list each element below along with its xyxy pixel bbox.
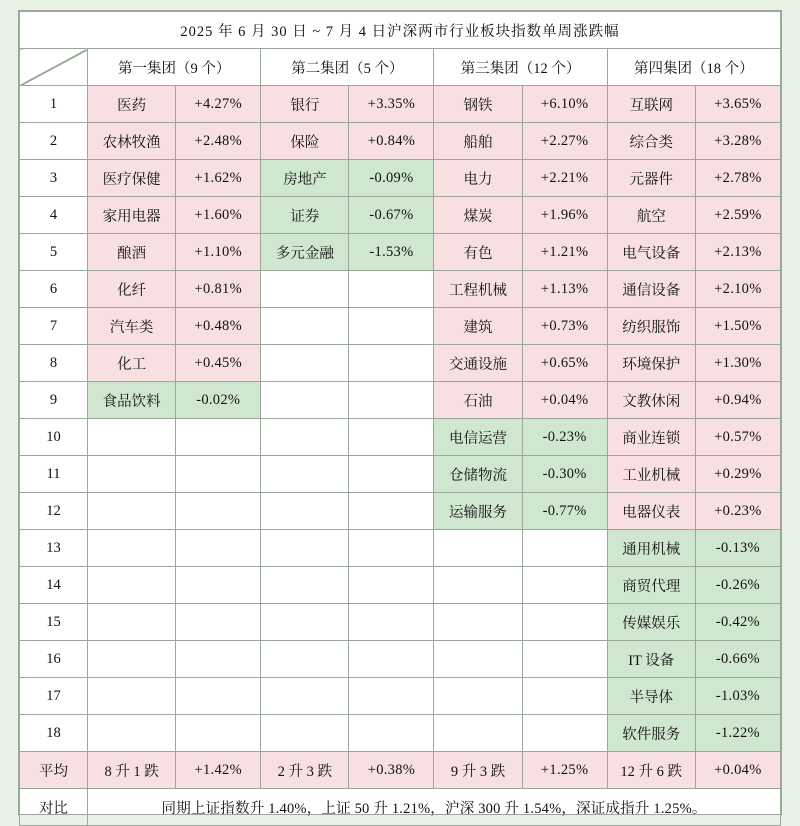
empty-cell bbox=[88, 456, 176, 493]
sector-name: 汽车类 bbox=[88, 308, 176, 345]
sector-change: +6.10% bbox=[522, 86, 607, 123]
table-row bbox=[20, 530, 781, 567]
row-index: 16 bbox=[20, 641, 88, 678]
empty-cell bbox=[522, 641, 607, 678]
table-row bbox=[20, 678, 781, 715]
sector-name: 互联网 bbox=[607, 86, 695, 123]
empty-cell bbox=[522, 678, 607, 715]
sector-change: +1.60% bbox=[176, 197, 261, 234]
sector-change: -0.30% bbox=[522, 456, 607, 493]
sector-change: +1.21% bbox=[522, 234, 607, 271]
row-index: 9 bbox=[20, 382, 88, 419]
sector-change: +2.13% bbox=[695, 234, 780, 271]
compare-row bbox=[20, 789, 781, 826]
sector-change: +3.65% bbox=[695, 86, 780, 123]
empty-cell bbox=[176, 530, 261, 567]
row-index: 11 bbox=[20, 456, 88, 493]
empty-cell bbox=[176, 641, 261, 678]
empty-cell bbox=[261, 641, 349, 678]
sector-change: +1.30% bbox=[695, 345, 780, 382]
empty-cell bbox=[349, 493, 434, 530]
table-row bbox=[20, 456, 781, 493]
group-header-row bbox=[20, 49, 781, 86]
empty-cell bbox=[434, 604, 522, 641]
sector-change: +2.21% bbox=[522, 160, 607, 197]
empty-cell bbox=[88, 419, 176, 456]
average-counts: 8 升 1 跌 bbox=[88, 752, 176, 789]
table-row bbox=[20, 641, 781, 678]
sector-change: +0.84% bbox=[349, 123, 434, 160]
row-index: 13 bbox=[20, 530, 88, 567]
row-index: 10 bbox=[20, 419, 88, 456]
sector-change: -0.23% bbox=[522, 419, 607, 456]
sector-name: 纺织服饰 bbox=[607, 308, 695, 345]
sector-name: IT 设备 bbox=[607, 641, 695, 678]
sector-name: 仓储物流 bbox=[434, 456, 522, 493]
row-index: 4 bbox=[20, 197, 88, 234]
row-index: 5 bbox=[20, 234, 88, 271]
table-row bbox=[20, 86, 781, 123]
empty-cell bbox=[349, 641, 434, 678]
sector-name: 医疗保健 bbox=[88, 160, 176, 197]
empty-cell bbox=[176, 493, 261, 530]
sector-name: 工业机械 bbox=[607, 456, 695, 493]
group-header-1: 第一集团（9 个） bbox=[88, 49, 261, 86]
row-index: 17 bbox=[20, 678, 88, 715]
sector-change: +3.28% bbox=[695, 123, 780, 160]
table-row bbox=[20, 234, 781, 271]
empty-cell bbox=[261, 456, 349, 493]
sector-change: -0.09% bbox=[349, 160, 434, 197]
row-index: 15 bbox=[20, 604, 88, 641]
average-counts: 2 升 3 跌 bbox=[261, 752, 349, 789]
sector-name: 半导体 bbox=[607, 678, 695, 715]
sector-change: +1.50% bbox=[695, 308, 780, 345]
sector-name: 船舶 bbox=[434, 123, 522, 160]
title-row bbox=[20, 12, 781, 49]
sector-name: 通用机械 bbox=[607, 530, 695, 567]
group-header-4: 第四集团（18 个） bbox=[607, 49, 780, 86]
sector-change: +1.13% bbox=[522, 271, 607, 308]
table-row bbox=[20, 271, 781, 308]
row-index: 6 bbox=[20, 271, 88, 308]
sector-change: +4.27% bbox=[176, 86, 261, 123]
empty-cell bbox=[349, 345, 434, 382]
empty-cell bbox=[88, 530, 176, 567]
sector-name: 石油 bbox=[434, 382, 522, 419]
sector-name: 综合类 bbox=[607, 123, 695, 160]
table-frame bbox=[18, 10, 782, 815]
row-index: 14 bbox=[20, 567, 88, 604]
empty-cell bbox=[88, 493, 176, 530]
sector-name: 环境保护 bbox=[607, 345, 695, 382]
sector-name: 化纤 bbox=[88, 271, 176, 308]
sector-change: +2.78% bbox=[695, 160, 780, 197]
empty-cell bbox=[522, 715, 607, 752]
empty-cell bbox=[261, 604, 349, 641]
empty-cell bbox=[88, 604, 176, 641]
table-row bbox=[20, 715, 781, 752]
row-index: 2 bbox=[20, 123, 88, 160]
average-counts: 9 升 3 跌 bbox=[434, 752, 522, 789]
sector-name: 航空 bbox=[607, 197, 695, 234]
row-index: 7 bbox=[20, 308, 88, 345]
empty-cell bbox=[349, 715, 434, 752]
sector-change: +2.48% bbox=[176, 123, 261, 160]
empty-cell bbox=[434, 567, 522, 604]
empty-cell bbox=[88, 567, 176, 604]
table-row bbox=[20, 493, 781, 530]
sector-name: 建筑 bbox=[434, 308, 522, 345]
sector-change: +1.10% bbox=[176, 234, 261, 271]
row-index: 3 bbox=[20, 160, 88, 197]
sector-name: 传媒娱乐 bbox=[607, 604, 695, 641]
empty-cell bbox=[261, 382, 349, 419]
row-index: 8 bbox=[20, 345, 88, 382]
sector-name: 房地产 bbox=[261, 160, 349, 197]
sector-name: 文教休闲 bbox=[607, 382, 695, 419]
sector-change: -0.77% bbox=[522, 493, 607, 530]
average-value: +1.42% bbox=[176, 752, 261, 789]
empty-cell bbox=[349, 530, 434, 567]
empty-cell bbox=[261, 419, 349, 456]
table-row bbox=[20, 160, 781, 197]
table-row bbox=[20, 419, 781, 456]
compare-text: 同期上证指数升 1.40%，上证 50 升 1.21%，沪深 300 升 1.54%，深证成指升 1.25%。 bbox=[88, 789, 781, 826]
sector-change: -0.66% bbox=[695, 641, 780, 678]
empty-cell bbox=[522, 530, 607, 567]
sector-name: 商贸代理 bbox=[607, 567, 695, 604]
empty-cell bbox=[88, 715, 176, 752]
sector-change: +3.35% bbox=[349, 86, 434, 123]
empty-cell bbox=[522, 604, 607, 641]
empty-cell bbox=[261, 567, 349, 604]
sector-change: +2.27% bbox=[522, 123, 607, 160]
empty-cell bbox=[349, 419, 434, 456]
average-counts: 12 升 6 跌 bbox=[607, 752, 695, 789]
empty-cell bbox=[176, 456, 261, 493]
sector-change: -1.03% bbox=[695, 678, 780, 715]
sector-change: +0.48% bbox=[176, 308, 261, 345]
empty-cell bbox=[349, 382, 434, 419]
empty-cell bbox=[261, 678, 349, 715]
sector-change: +1.96% bbox=[522, 197, 607, 234]
sector-name: 电气设备 bbox=[607, 234, 695, 271]
compare-label: 对比 bbox=[20, 789, 88, 826]
sector-change: -0.26% bbox=[695, 567, 780, 604]
sector-weekly-change-table bbox=[19, 11, 781, 826]
sector-change: -0.02% bbox=[176, 382, 261, 419]
sector-name: 食品饮料 bbox=[88, 382, 176, 419]
sector-change: +0.73% bbox=[522, 308, 607, 345]
row-index: 18 bbox=[20, 715, 88, 752]
sector-name: 化工 bbox=[88, 345, 176, 382]
empty-cell bbox=[349, 456, 434, 493]
empty-cell bbox=[349, 308, 434, 345]
row-index: 12 bbox=[20, 493, 88, 530]
sector-name: 酿酒 bbox=[88, 234, 176, 271]
empty-cell bbox=[434, 678, 522, 715]
empty-cell bbox=[176, 604, 261, 641]
average-value: +0.04% bbox=[695, 752, 780, 789]
group-header-2: 第二集团（5 个） bbox=[261, 49, 434, 86]
sector-name: 软件服务 bbox=[607, 715, 695, 752]
sector-change: -0.42% bbox=[695, 604, 780, 641]
sector-name: 医药 bbox=[88, 86, 176, 123]
sector-name: 有色 bbox=[434, 234, 522, 271]
average-row bbox=[20, 752, 781, 789]
table-row bbox=[20, 308, 781, 345]
empty-cell bbox=[261, 345, 349, 382]
empty-cell bbox=[261, 493, 349, 530]
sector-name: 多元金融 bbox=[261, 234, 349, 271]
sector-change: +0.94% bbox=[695, 382, 780, 419]
sector-change: -1.22% bbox=[695, 715, 780, 752]
table-row bbox=[20, 123, 781, 160]
page-title: 2025 年 6 月 30 日 ~ 7 月 4 日沪深两市行业板块指数单周涨跌幅 bbox=[20, 12, 781, 49]
table-row bbox=[20, 382, 781, 419]
empty-cell bbox=[349, 678, 434, 715]
sector-name: 银行 bbox=[261, 86, 349, 123]
sector-change: +2.59% bbox=[695, 197, 780, 234]
empty-cell bbox=[88, 641, 176, 678]
empty-cell bbox=[434, 530, 522, 567]
empty-cell bbox=[434, 641, 522, 678]
sector-name: 通信设备 bbox=[607, 271, 695, 308]
table-row bbox=[20, 567, 781, 604]
empty-cell bbox=[349, 567, 434, 604]
sector-change: -0.13% bbox=[695, 530, 780, 567]
empty-cell bbox=[522, 567, 607, 604]
sector-change: +0.04% bbox=[522, 382, 607, 419]
table-body bbox=[20, 12, 781, 826]
sector-name: 工程机械 bbox=[434, 271, 522, 308]
empty-cell bbox=[176, 567, 261, 604]
sector-name: 电信运营 bbox=[434, 419, 522, 456]
average-label: 平均 bbox=[20, 752, 88, 789]
sector-change: +0.29% bbox=[695, 456, 780, 493]
table-row bbox=[20, 345, 781, 382]
sector-change: +2.10% bbox=[695, 271, 780, 308]
table-row bbox=[20, 604, 781, 641]
empty-cell bbox=[261, 271, 349, 308]
sector-name: 运输服务 bbox=[434, 493, 522, 530]
empty-cell bbox=[261, 715, 349, 752]
empty-cell bbox=[261, 530, 349, 567]
sector-name: 电力 bbox=[434, 160, 522, 197]
sector-name: 元器件 bbox=[607, 160, 695, 197]
sector-name: 商业连锁 bbox=[607, 419, 695, 456]
average-value: +0.38% bbox=[349, 752, 434, 789]
group-header-3: 第三集团（12 个） bbox=[434, 49, 607, 86]
sector-change: -1.53% bbox=[349, 234, 434, 271]
empty-cell bbox=[349, 604, 434, 641]
average-value: +1.25% bbox=[522, 752, 607, 789]
empty-cell bbox=[176, 419, 261, 456]
sector-change: +0.45% bbox=[176, 345, 261, 382]
sector-name: 农林牧渔 bbox=[88, 123, 176, 160]
empty-cell bbox=[88, 678, 176, 715]
sector-change: +0.81% bbox=[176, 271, 261, 308]
sector-name: 电器仪表 bbox=[607, 493, 695, 530]
empty-cell bbox=[176, 678, 261, 715]
sector-name: 证券 bbox=[261, 197, 349, 234]
empty-cell bbox=[434, 715, 522, 752]
empty-cell bbox=[176, 715, 261, 752]
row-index: 1 bbox=[20, 86, 88, 123]
sector-change: +0.65% bbox=[522, 345, 607, 382]
sector-change: +0.23% bbox=[695, 493, 780, 530]
table-row bbox=[20, 197, 781, 234]
corner-cell bbox=[20, 49, 88, 86]
sector-change: +1.62% bbox=[176, 160, 261, 197]
sector-name: 煤炭 bbox=[434, 197, 522, 234]
sector-change: +0.57% bbox=[695, 419, 780, 456]
sector-name: 保险 bbox=[261, 123, 349, 160]
empty-cell bbox=[349, 271, 434, 308]
sector-change: -0.67% bbox=[349, 197, 434, 234]
sector-name: 家用电器 bbox=[88, 197, 176, 234]
sector-name: 钢铁 bbox=[434, 86, 522, 123]
empty-cell bbox=[261, 308, 349, 345]
sector-name: 交通设施 bbox=[434, 345, 522, 382]
